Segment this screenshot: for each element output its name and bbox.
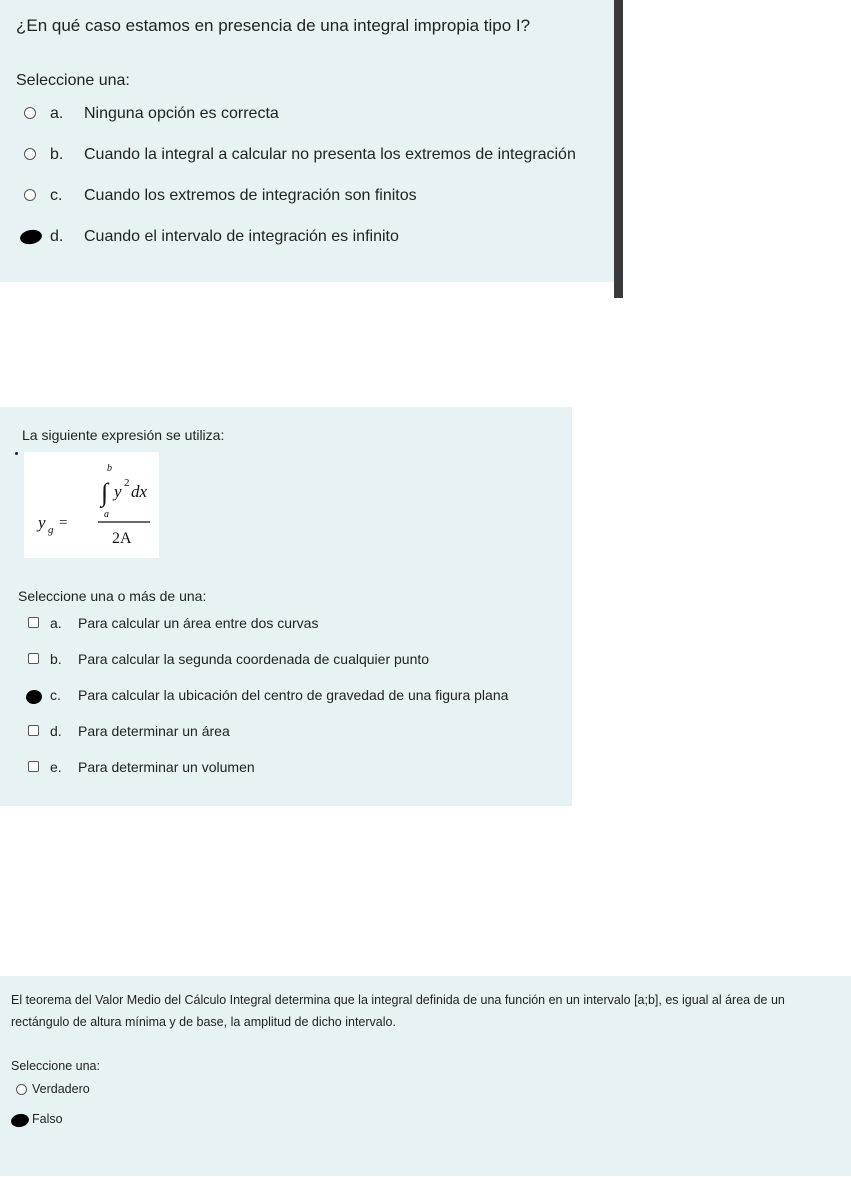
- option-label: Para determinar un volumen: [78, 759, 255, 775]
- formula-image: [24, 452, 159, 558]
- formula-upper-limit: b: [107, 463, 112, 474]
- question-3-panel: [0, 976, 851, 1176]
- checkbox[interactable]: [28, 653, 39, 664]
- formula-integrand: y: [114, 482, 122, 501]
- question-3-text: El teorema del Valor Medio del Cálculo Integral determina que la integral definida de una función en un intervalo [a;b], es igual al área de un rectángulo de altura mínima y de base, la amplitud de dicho intervalo.: [11, 993, 785, 1029]
- radio-button[interactable]: [24, 148, 36, 160]
- option-label: Falso: [32, 1112, 63, 1126]
- formula-denominator: 2A: [112, 530, 132, 547]
- formula-differential: dx: [131, 482, 148, 501]
- option-label: Verdadero: [32, 1082, 90, 1096]
- option-letter: b.: [50, 651, 62, 667]
- question-3-prompt: Seleccione una:: [11, 1059, 100, 1073]
- formula-lhs-subscript: g: [48, 524, 54, 536]
- question-1-prompt: Seleccione una:: [16, 72, 130, 89]
- checkbox[interactable]: [28, 725, 39, 736]
- radio-button[interactable]: [24, 189, 36, 201]
- formula-lhs: y: [38, 513, 46, 532]
- formula-integral-sign: ∫: [101, 478, 109, 507]
- radio-button[interactable]: [16, 1084, 27, 1095]
- option-label: Cuando los extremos de integración son finitos: [84, 187, 417, 204]
- radio-button-selected[interactable]: [10, 1113, 30, 1129]
- option-letter: c.: [50, 687, 61, 703]
- option-letter: e.: [50, 759, 62, 775]
- option-letter: d.: [50, 723, 62, 739]
- option-label: Cuando la integral a calcular no presenta los extremos de integración: [84, 146, 576, 163]
- formula-exponent: 2: [124, 477, 130, 489]
- option-letter: a.: [50, 105, 64, 122]
- question-2-panel: [0, 407, 572, 806]
- question-1-text: ¿En qué caso estamos en presencia de una integral impropia tipo I?: [16, 16, 531, 35]
- option-label: Para calcular la ubicación del centro de gravedad de una figura plana: [78, 687, 509, 703]
- question-2-text: La siguiente expresión se utiliza:: [22, 427, 225, 443]
- option-label: Ninguna opción es correcta: [84, 105, 279, 122]
- formula-equals: =: [59, 515, 68, 531]
- radio-button[interactable]: [24, 107, 36, 119]
- checkbox-selected[interactable]: [25, 689, 43, 706]
- formula-svg: [24, 452, 159, 558]
- formula-lower-limit: a: [104, 509, 109, 520]
- option-label: Para determinar un área: [78, 723, 230, 739]
- radio-button-selected[interactable]: [19, 228, 43, 246]
- question-1-panel: [0, 0, 614, 282]
- option-letter: c.: [50, 187, 63, 204]
- option-label: Para calcular un área entre dos curvas: [78, 615, 319, 631]
- option-label: Cuando el intervalo de integración es infinito: [84, 228, 399, 245]
- dark-divider-bar: [614, 0, 623, 298]
- checkbox[interactable]: [28, 761, 39, 772]
- option-label: Para calcular la segunda coordenada de cualquier punto: [78, 651, 430, 667]
- question-2-prompt: Seleccione una o más de una:: [18, 588, 207, 604]
- option-letter: b.: [50, 146, 64, 163]
- option-letter: a.: [50, 615, 62, 631]
- option-letter: d.: [50, 228, 64, 245]
- checkbox[interactable]: [28, 617, 39, 628]
- bullet-dot: [15, 452, 18, 455]
